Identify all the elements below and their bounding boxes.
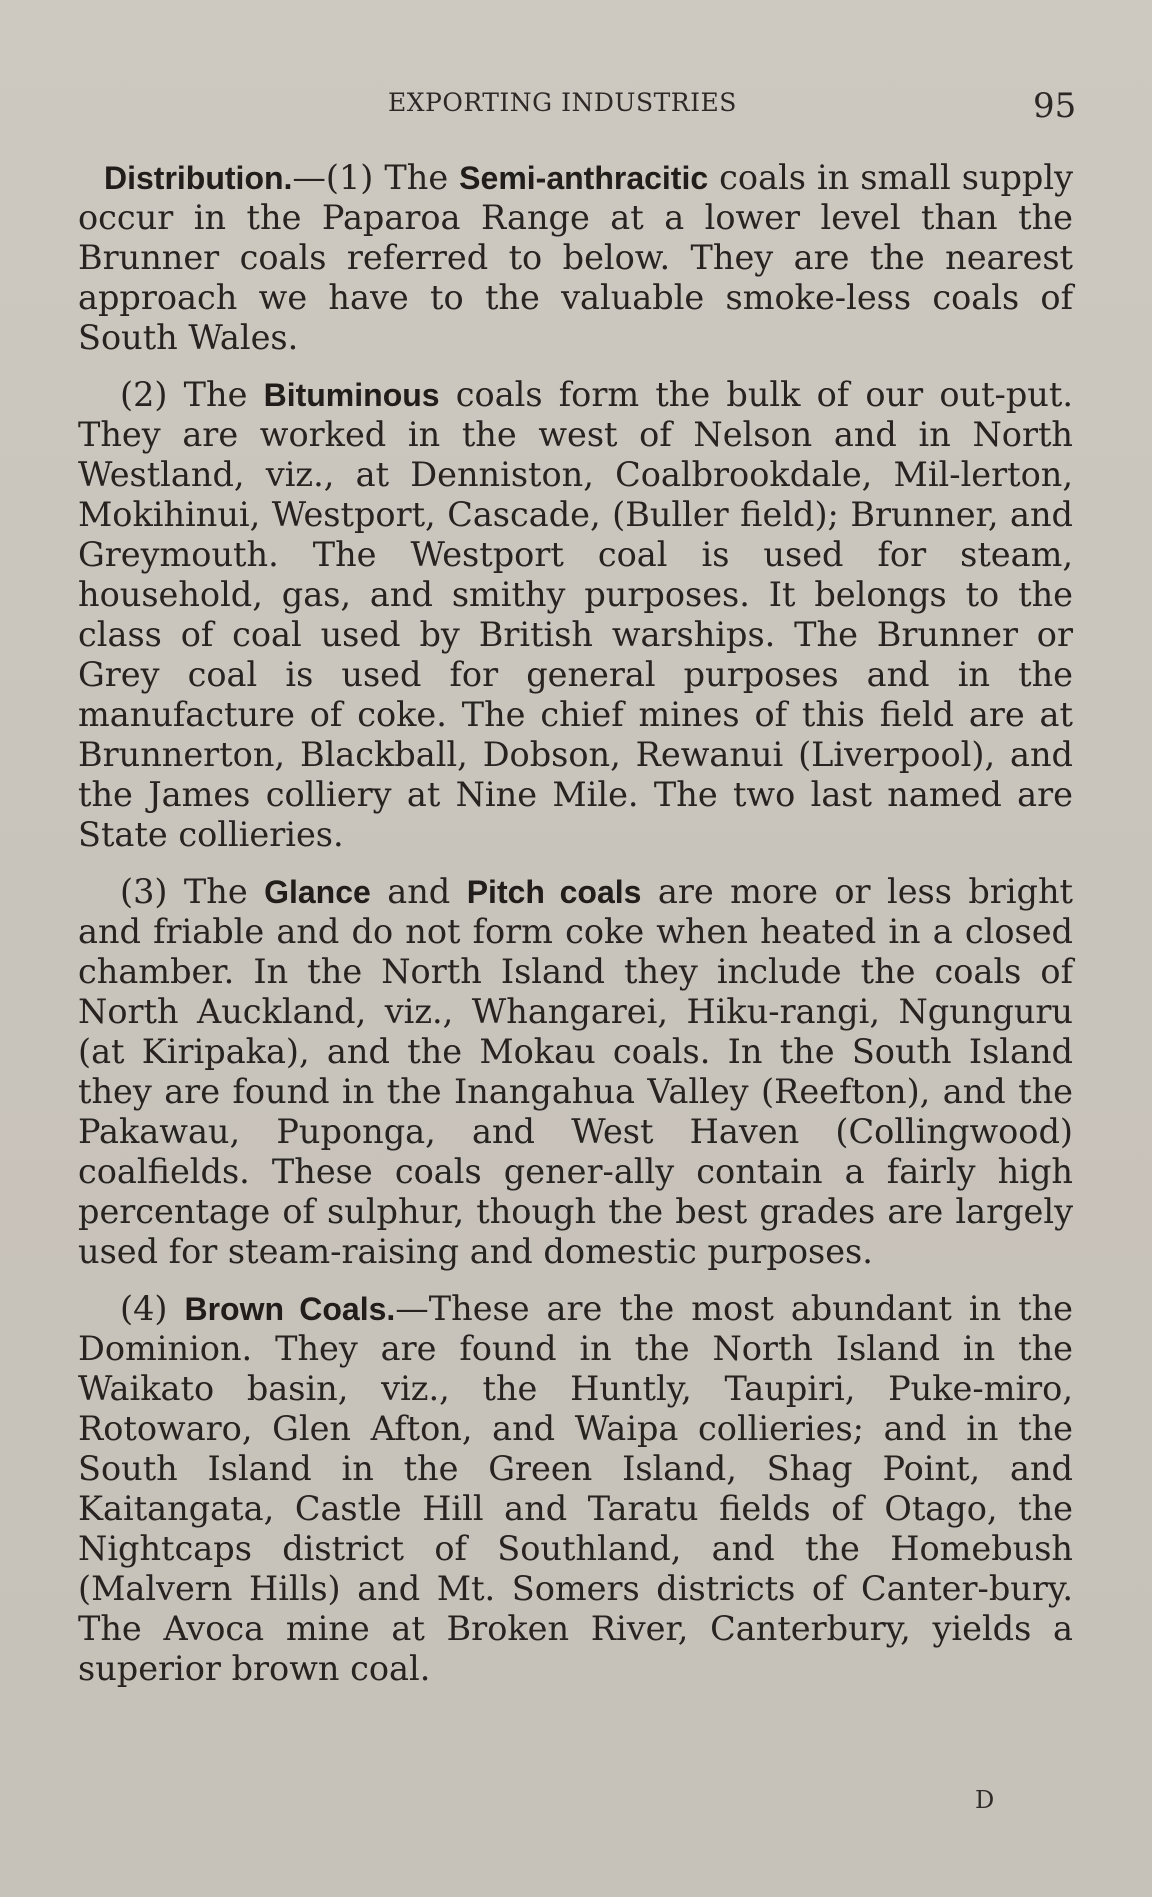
paragraph-brown-coals bbox=[78, 1289, 1073, 1689]
text-span: are more or less bright and friable and do not form coke when heated in a closed chamber. In the North Island they include the coals of North Auckland, viz., Whangarei, Hiku-rangi, Ngunguru (at Kiripaka), and the Mokau coals. In the South Island they are found in the Inangahua Valley (Reefton), and the Pakawau, Puponga, and West Haven (Collingwood) coalfields. These coals gener-ally contain a fairly high percentage of sulphur, though the best grades are largely used for steam-raising and domestic purposes. bbox=[78, 872, 1074, 1271]
text-span: —(1) The bbox=[292, 158, 460, 197]
text-span: —These are the most abundant in the Dominion. They are found in the North Island in the Waikato basin, viz., the Huntly, Taupiri, Puke-miro, Rotowaro, Glen Afton, and Waipa collieries; and in the South Island in the Green Island, Shag Point, and Kaitangata, Castle Hill and Taratu fields of Otago, the Nightcaps district of Southland, and the Homebush (Malvern Hills) and Mt. Somers districts of Canter-bury. The Avoca mine at Broken River, Canterbury, yields a superior brown coal. bbox=[78, 1289, 1074, 1688]
text-span: (2) The bbox=[120, 375, 264, 414]
body-text bbox=[78, 158, 1073, 1706]
text-span: (3) The bbox=[120, 872, 265, 911]
page-number: 95 bbox=[1033, 86, 1077, 126]
term-glance: Glance bbox=[264, 874, 371, 910]
text-span: coals form the bulk of our out-put. They are worked in the west of Nelson and in North Westland, viz., at Denniston, Coalbrookdale, Mil-lerton, Mokihinui, Westport, Cascade, (Buller field); Brunner, and Greymouth. The Westport coal is used for steam, household, gas, and smithy purposes. It belongs to the class of coal used by British warships. The Brunner or Grey coal is used for general purposes and in the manufacture of coke. The chief mines of this field are at Brunnerton, Blackball, Dobson, Rewanui (Liverpool), and the James colliery at Nine Mile. The two last named are State collieries. bbox=[78, 375, 1073, 854]
paragraph-distribution bbox=[78, 158, 1073, 358]
term-semi-anthracitic: Semi-anthracitic bbox=[459, 160, 709, 196]
text-span: coals in small supply occur in the Paparoa Range at a lower level than the Brunner coals referred to below. They are the nearest approach we have to the valuable smoke-less coals of South Wales. bbox=[78, 158, 1073, 357]
signature-mark: D bbox=[975, 1786, 995, 1814]
term-bituminous: Bituminous bbox=[263, 377, 440, 413]
text-span: and bbox=[370, 872, 467, 911]
paragraph-glance-pitch bbox=[78, 872, 1073, 1272]
running-head: EXPORTING INDUSTRIES bbox=[388, 88, 737, 117]
lead-term-distribution: Distribution. bbox=[104, 160, 293, 196]
text-span: (4) bbox=[120, 1289, 185, 1328]
paragraph-bituminous bbox=[78, 375, 1073, 855]
term-pitch-coals: Pitch coals bbox=[466, 874, 642, 910]
term-brown-coals: Brown Coals. bbox=[184, 1291, 396, 1327]
